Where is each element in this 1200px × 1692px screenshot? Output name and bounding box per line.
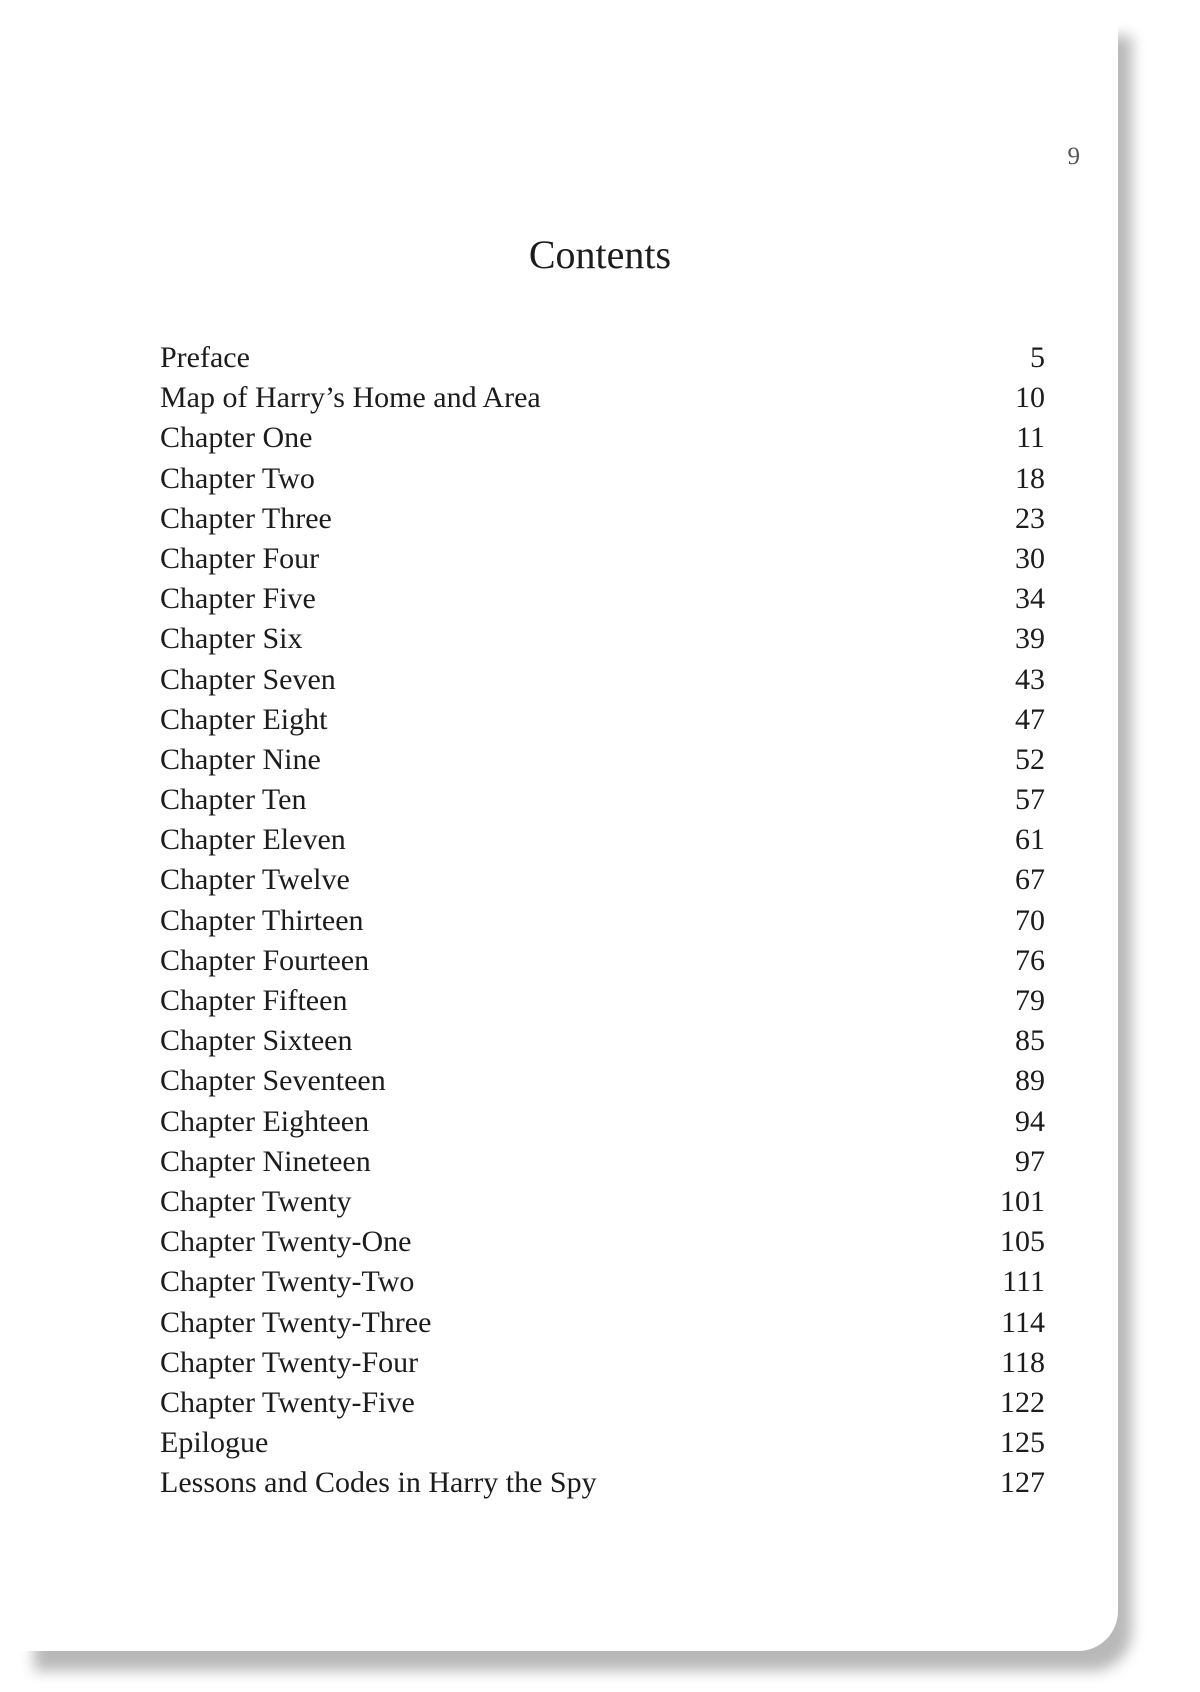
toc-entry[interactable]: [160, 539, 1045, 579]
toc-entry[interactable]: [160, 740, 1045, 780]
toc-entry-page-number: 47: [1015, 702, 1045, 736]
toc-entry-page-number: 85: [1015, 1024, 1045, 1058]
toc-entry[interactable]: [160, 1021, 1045, 1061]
toc-entry-page-number: 11: [1016, 421, 1045, 455]
toc-entry-label: Chapter Twenty: [160, 1184, 352, 1218]
toc-entry-label: Chapter Eleven: [160, 823, 346, 857]
toc-entry[interactable]: [160, 1303, 1045, 1343]
toc-entry[interactable]: [160, 459, 1045, 499]
toc-entry-page-number: 30: [1015, 541, 1045, 575]
toc-entry-label: Map of Harry’s Home and Area: [160, 381, 541, 415]
toc-entry[interactable]: [160, 338, 1045, 378]
toc-entry-label: Chapter Thirteen: [160, 903, 364, 937]
toc-entry-label: Chapter Eight: [160, 702, 328, 736]
toc-entry-label: Chapter Seventeen: [160, 1064, 386, 1098]
toc-entry-page-number: 97: [1015, 1144, 1045, 1178]
toc-entry-label: Chapter Twelve: [160, 863, 350, 897]
toc-entry[interactable]: [160, 1142, 1045, 1182]
toc-entry-page-number: 18: [1015, 461, 1045, 495]
toc-entry[interactable]: [160, 418, 1045, 458]
toc-entry-label: Chapter Nine: [160, 742, 321, 776]
toc-entry[interactable]: [160, 700, 1045, 740]
toc-entry-page-number: 5: [1030, 341, 1045, 374]
toc-entry-label: Chapter Twenty-Four: [160, 1345, 419, 1379]
toc-entry[interactable]: [160, 780, 1045, 820]
toc-entry-label: Chapter Four: [160, 541, 320, 575]
toc-entry[interactable]: [160, 378, 1045, 418]
toc-entry[interactable]: [160, 619, 1045, 659]
toc-entry-label: Preface: [160, 341, 250, 374]
toc-entry[interactable]: [160, 860, 1045, 900]
toc-entry-label: Chapter Five: [160, 582, 316, 616]
toc-entry[interactable]: [160, 499, 1045, 539]
toc-entry-page-number: 127: [1000, 1466, 1045, 1500]
toc-entry[interactable]: [160, 901, 1045, 941]
toc-entry-page-number: 122: [1000, 1385, 1045, 1419]
toc-entry-page-number: 61: [1015, 823, 1045, 857]
toc-entry-page-number: 52: [1015, 742, 1045, 776]
toc-entry[interactable]: [160, 1343, 1045, 1383]
toc-entry[interactable]: [160, 1102, 1045, 1142]
toc-entry-label: Chapter Three: [160, 501, 332, 535]
toc-entry-label: Chapter Two: [160, 461, 315, 495]
toc-entry-page-number: 125: [1000, 1426, 1045, 1460]
toc-entry-label: Chapter Ten: [160, 783, 307, 817]
toc-entry[interactable]: [160, 1061, 1045, 1101]
toc-entry-page-number: 70: [1015, 903, 1045, 937]
toc-entry-page-number: 76: [1015, 943, 1045, 977]
toc-entry-page-number: 89: [1015, 1064, 1045, 1098]
toc-entry-label: Chapter One: [160, 421, 313, 455]
toc-entry-label: Chapter Eighteen: [160, 1104, 370, 1138]
toc-entry-page-number: 43: [1015, 662, 1045, 696]
toc-entry-label: Chapter Twenty-Three: [160, 1305, 432, 1339]
toc-entry[interactable]: [160, 660, 1045, 700]
toc-entry[interactable]: [160, 1463, 1045, 1503]
toc-entry-label: Chapter Twenty-Five: [160, 1385, 415, 1419]
contents-title: Contents: [528, 232, 672, 277]
toc-entry-page-number: 94: [1015, 1104, 1045, 1138]
toc-entry[interactable]: [160, 579, 1045, 619]
page-number: 9: [1067, 143, 1080, 170]
toc-entry[interactable]: [160, 941, 1045, 981]
toc-entry-page-number: 23: [1015, 501, 1045, 535]
toc-entry-page-number: 79: [1015, 984, 1045, 1017]
toc-entry-label: Chapter Twenty-Two: [160, 1265, 415, 1299]
toc-entry-label: Chapter Twenty-One: [160, 1225, 412, 1259]
toc-entry-label: Chapter Six: [160, 622, 303, 656]
toc-entry-page-number: 34: [1015, 582, 1045, 616]
toc-entry-page-number: 101: [1000, 1184, 1045, 1218]
toc-entry[interactable]: [160, 981, 1045, 1021]
toc-entry[interactable]: [160, 1423, 1045, 1463]
toc-entry-label: Chapter Nineteen: [160, 1144, 371, 1178]
toc-entry-label: Lessons and Codes in Harry the Spy: [160, 1466, 597, 1500]
toc-entry-label: Chapter Fifteen: [160, 984, 348, 1017]
toc-entry-page-number: 111: [1002, 1265, 1045, 1299]
toc-entry[interactable]: [160, 1383, 1045, 1423]
toc-entry-label: Chapter Sixteen: [160, 1024, 353, 1058]
toc-entry-label: Chapter Seven: [160, 662, 336, 696]
toc-entry-page-number: 67: [1015, 863, 1045, 897]
toc-entry-page-number: 118: [1001, 1345, 1045, 1379]
toc-entry-page-number: 39: [1015, 622, 1045, 656]
toc-entry-page-number: 105: [1000, 1225, 1045, 1259]
toc-entry[interactable]: [160, 1262, 1045, 1302]
toc-entry-page-number: 57: [1015, 783, 1045, 817]
toc-entry-page-number: 10: [1015, 381, 1045, 415]
toc-entry[interactable]: [160, 1182, 1045, 1222]
toc-entry[interactable]: [160, 1222, 1045, 1262]
toc-entry-label: Chapter Fourteen: [160, 943, 370, 977]
toc-entry-label: Epilogue: [160, 1426, 269, 1460]
toc-entry-page-number: 114: [1001, 1305, 1045, 1339]
toc-entry[interactable]: [160, 820, 1045, 860]
table-of-contents: [160, 338, 1045, 1503]
